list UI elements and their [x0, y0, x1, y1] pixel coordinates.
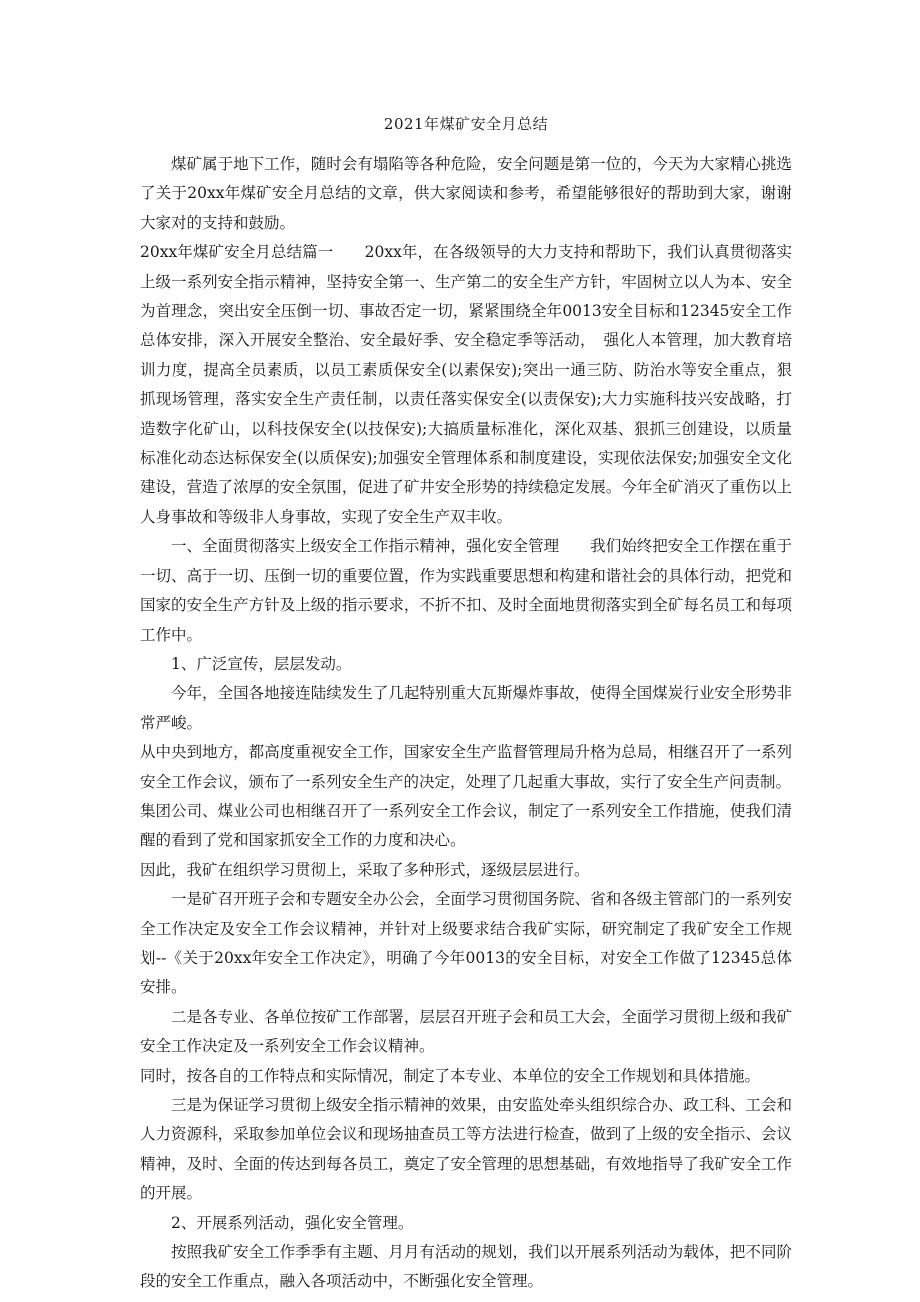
- paragraph-heading-2: 2、开展系列活动，强化安全管理。: [171, 1213, 414, 1232]
- paragraph-point-three: 三是为保证学习贯彻上级安全指示精神的效果，由安监处牵头组织综合办、政工科、工会和人力资源科，采取参加单位会议和现场抽查员工等方法进行检查，做到了上级的安全指示、会议精神，及时、全面的传达到每各员工，奠定了安全管理的思想基础，有效地指导了我矿安全工作的开展。: [140, 1096, 792, 1203]
- paragraph-article-one: 20xx年煤矿安全月总结篇一 20xx年，在各级领导的大力支持和帮助下，我们认真贯彻落实上级一系列安全指示精神，坚持安全第一、生产第二的安全生产方针，牢固树立以人为本、安全为首理念，突出安全压倒一切、事故否定一切，紧紧围绕全年0013安全目标和12345安全工作总体安排，深入开展安全整治、安全最好季、安全稳定季等活动， 强化人本管理，加大教育培训力度，提高全员素质，以员工素质保安全(以素保安);突出一通三防、防治水等安全重点，狠抓现场管理，落实安全生产责任制，以责任落实保安全(以责保安);大力实施科技兴安战略，打造数字化矿山，以科技保安全(以技保安);大搞质量标准化，深化双基、狠抓三创建设，以质量标准化动态达标保安全(以质保安);加强安全管理体系和制度建设，实现依法保安;加强安全文化建设，营造了浓厚的安全氛围，促进了矿井安全形势的持续稳定发展。今年全矿消灭了重伤以上人身事故和等级非人身事故，实现了安全生产双丰收。: [140, 243, 792, 526]
- paragraph-point-one: 一是矿召开班子会和专题安全办公会，全面学习贯彻国务院、省和各级主管部门的一系列安全工作决定及安全工作会议精神，并针对上级要求结合我矿实际，研究制定了我矿安全工作规划--《关于20xx年安全工作决定》，明确了今年0013的安全目标，对安全工作做了12345总体安排。: [140, 890, 792, 997]
- paragraph-group-company: 集团公司、煤业公司也相继召开了一系列安全工作会议，制定了一系列安全工作措施，使我们清醒的看到了党和国家抓安全工作的力度和决心。: [140, 801, 792, 850]
- paragraph-heading-1: 1、广泛宣传，层层发动。: [171, 654, 352, 673]
- paragraph-central-local: 从中央到地方，都高度重视安全工作，国家安全生产监督管理局升格为总局，相继召开了一系列安全工作会议，颁布了一系列安全生产的决定，处理了几起重大事故，实行了安全生产问责制。: [140, 743, 792, 791]
- paragraph-section-one: 一、全面贯彻落实上级安全工作指示精神，强化安全管理 我们始终把安全工作摆在重于一切、高于一切、压倒一切的重要位置，作为实践重要思想和构建和谐社会的具体行动，把党和国家的安全生产方针及上级的指示要求，不折不扣、及时全面地贯彻落实到全矿每名员工和每项工作中。: [140, 537, 792, 644]
- paragraph-intro: 煤矿属于地下工作，随时会有塌陷等各种危险，安全问题是第一位的，今天为大家精心挑选了关于20xx年煤矿安全月总结的文章，供大家阅读和参考，希望能够很好的帮助到大家，谢谢大家对的支持和鼓励。: [140, 155, 792, 232]
- paragraph-point-two: 二是各专业、各单位按矿工作部署，层层召开班子会和员工大会，全面学习贯彻上级和我矿安全工作决定及一系列安全工作会议精神。: [140, 1007, 792, 1056]
- document-title: 2021年煤矿安全月总结: [383, 115, 549, 133]
- paragraph-activities: 按照我矿安全工作季季有主题、月月有活动的规划，我们以开展系列活动为载体，把不同阶段的安全工作重点，融入各项活动中，不断强化安全管理。: [140, 1243, 792, 1291]
- paragraph-meanwhile: 同时，按各自的工作特点和实际情况，制定了本专业、本单位的安全工作规划和具体措施。: [140, 1066, 761, 1085]
- document-page: [140, 112, 792, 1297]
- paragraph-therefore: 因此，我矿在组织学习贯彻上，采取了多种形式，逐级层层进行。: [140, 860, 590, 879]
- paragraph-national-situation: 今年，全国各地接连陆续发生了几起特别重大瓦斯爆炸事故，使得全国煤炭行业安全形势非常严峻。: [140, 684, 792, 732]
